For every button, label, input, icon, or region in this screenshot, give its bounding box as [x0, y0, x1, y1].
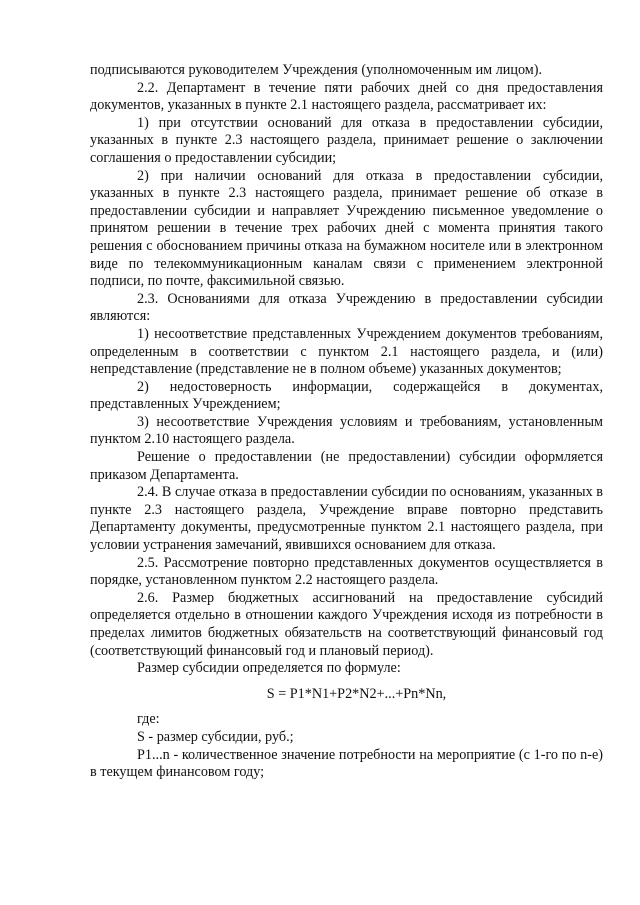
paragraph-2-5: 2.5. Рассмотрение повторно представленных документов осуществляется в порядке, установленном пунктом 2.2 настоящего раздела.: [90, 554, 603, 589]
paragraph-2-3-item-1: 1) несоответствие представленных Учреждением документов требованиям, определенным в соответствии с пунктом 2.1 настоящего раздела, и (или) непредставление (представление не в полном объеме) указанных документов;: [90, 325, 603, 378]
paragraph-p-definition: P1...n - количественное значение потребности на мероприятие (с 1-го по n-е) в текущем финансовом году;: [90, 746, 603, 781]
paragraph-2-6: 2.6. Размер бюджетных ассигнований на предоставление субсидий определяется отдельно в отношении каждого Учреждения исходя из потребности в пределах лимитов бюджетных обязательств на соответствующий финансовый год (соответствующий финансовый год и плановый период).: [90, 589, 603, 659]
document-body: [90, 62, 603, 782]
paragraph-2-2-item-1: 1) при отсутствии оснований для отказа в предоставлении субсидии, указанных в пункте 2.3 настоящего раздела, принимает решение о заключении соглашения о предоставлении субсидии;: [90, 114, 603, 166]
paragraph-2-2: 2.2. Департамент в течение пяти рабочих дней со дня предоставления документов, указанных в пункте 2.1 настоящего раздела, рассматривает их:: [90, 79, 603, 114]
paragraph-where: где:: [137, 711, 160, 728]
paragraph-continuation: подписываются руководителем Учреждения (уполномоченным им лицом).: [90, 62, 543, 78]
paragraph-2-3-item-2: 2) недостоверность информации, содержащейся в документах, представленных Учреждением;: [90, 378, 603, 413]
paragraph-2-4: 2.4. В случае отказа в предоставлении субсидии по основаниям, указанных в пункте 2.3 настоящего раздела, Учреждение вправе повторно представить Департаменту документы, предусмотренные пунктом 2.1 настоящего раздела, при условии устранения замечаний, явившихся основанием для отказа.: [90, 484, 603, 554]
paragraph-2-2-item-2: 2) при наличии оснований для отказа в предоставлении субсидии, указанных в пункте 2.3 настоящего раздела, принимает решение об отказе в предоставлении субсидии и направляет Учреждению письменное уведомление о принятом решении в течение трех рабочих дней с момента принятия такого решения с обоснованием причины отказа на бумажном носителе или в электронном виде по телекоммуникационным каналам связи с применением электронной подписи, по почте, факсимильной связью.: [90, 167, 603, 290]
paragraph-formula-intro: Размер субсидии определяется по формуле:: [137, 660, 401, 677]
paragraph-decision: Решение о предоставлении (не предоставлении) субсидии оформляется приказом Департамента.: [90, 449, 603, 483]
paragraph-2-3: 2.3. Основаниями для отказа Учреждению в предоставлении субсидии являются:: [90, 290, 603, 325]
paragraph-s-definition: S - размер субсидии, руб.;: [137, 728, 294, 745]
subsidy-formula: S = P1*N1+P2*N2+...+Pn*Nn,: [266, 685, 447, 702]
paragraph-2-3-item-3: 3) несоответствие Учреждения условиям и требованиям, установленным пунктом 2.10 настоящего раздела.: [90, 413, 603, 448]
